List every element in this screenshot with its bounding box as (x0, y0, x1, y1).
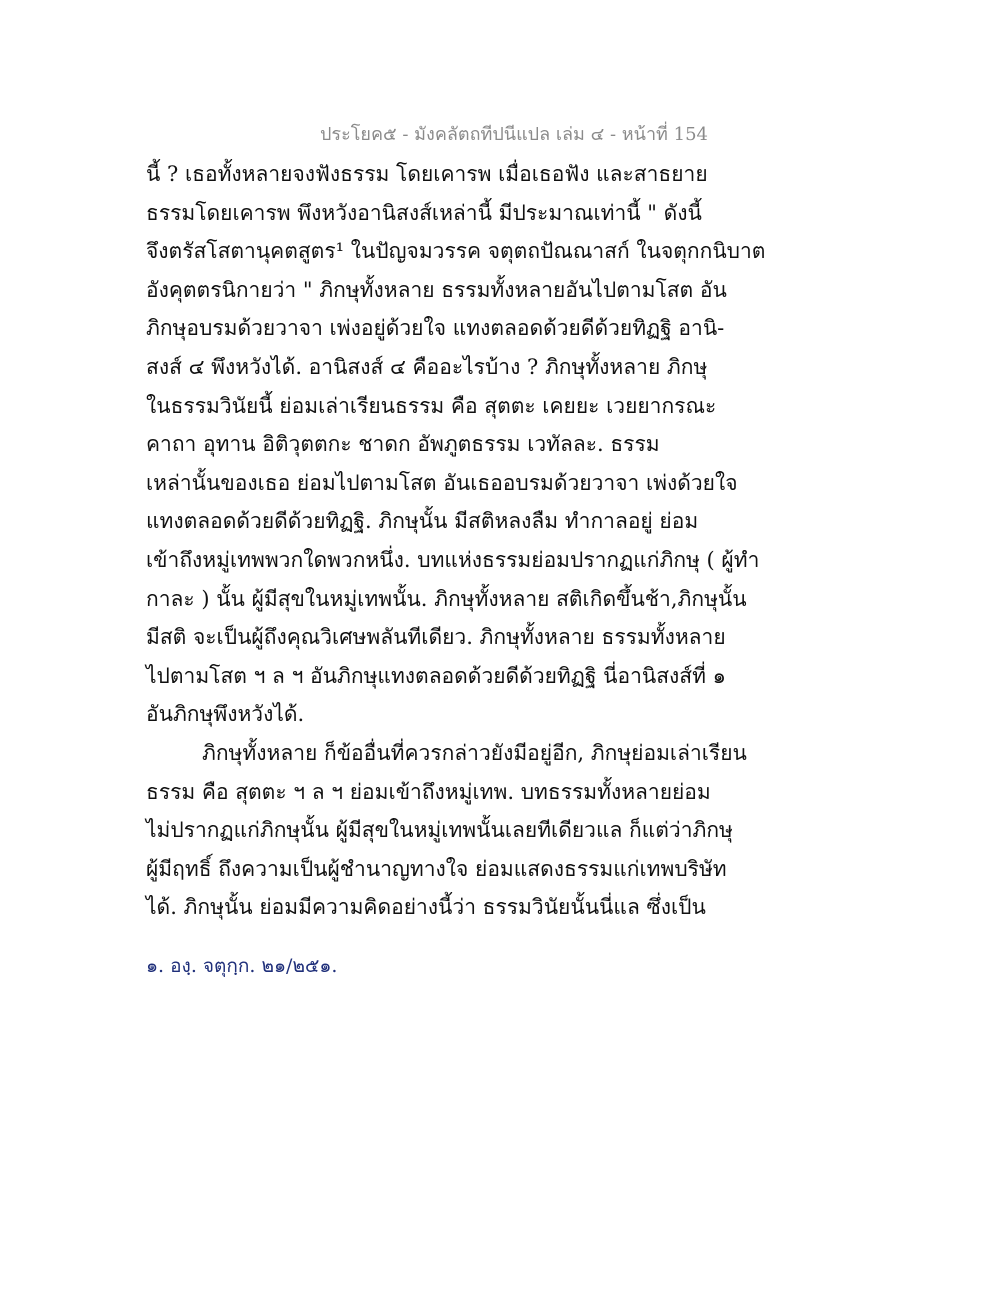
text-line: ในธรรมวินัยนี้ ย่อมเล่าเรียนธรรม คือ สุตตะ เคยยะ เวยยากรณะ (146, 393, 717, 418)
text-line: เข้าถึงหมู่เทพพวกใดพวกหนึ่ง. บทแห่งธรรมย่อมปรากฏแก่ภิกษุ ( ผู้ทำ (146, 547, 760, 572)
paragraph-2-line: ภิกษุทั้งหลาย ก็ข้ออื่นที่ควรกล่าวยังมีอยู่อีก, ภิกษุย่อมเล่าเรียน (202, 740, 747, 765)
text-line: เหล่านั้นของเธอ ย่อมไปตามโสต อันเธออบรมด้วยวาจา เพ่งด้วยใจ (146, 470, 738, 495)
body-text (146, 155, 766, 927)
text-line: กาละ ) นั้น ผู้มีสุขในหมู่เทพนั้น. ภิกษุทั้งหลาย สติเกิดขึ้นช้า,ภิกษุนั้น (146, 586, 747, 611)
text-line: อังคุตตรนิกายว่า " ภิกษุทั้งหลาย ธรรมทั้งหลายอันไปตามโสต อัน (146, 277, 727, 302)
text-line: ไปตามโสต ฯ ล ฯ อันภิกษุแทงตลอดด้วยดีด้วยทิฏฐิ นี่อานิสงส์ที่ ๑ (146, 663, 726, 688)
text-line: คาถา อุทาน อิติวุตตกะ ชาดก อัพภูตธรรม เวทัลละ. ธรรม (146, 432, 660, 457)
text-line: จึงตรัสโสตานุคตสูตร¹ ในปัญจมวรรค จตุตถปัณณาสก์ ในจตุกกนิบาต (146, 239, 766, 264)
text-line: นี้ ? เธอทั้งหลายจงฟังธรรม โดยเคารพ เมื่อเธอฟัง และสาธยาย (146, 162, 708, 186)
paragraph-2-line: ผู้มีฤทธิ์ ถึงความเป็นผู้ชำนาญทางใจ ย่อมแสดงธรรมแก่เทพบริษัท (146, 856, 727, 881)
text-line: ภิกษุอบรมด้วยวาจา เพ่งอยู่ด้วยใจ แทงตลอดด้วยดีด้วยทิฏฐิ อานิ- (146, 316, 725, 341)
text-line: มีสติ จะเป็นผู้ถึงคุณวิเศษพลันทีเดียว. ภิกษุทั้งหลาย ธรรมทั้งหลาย (146, 625, 726, 650)
paragraph-2-line: ธรรม คือ สุตตะ ฯ ล ฯ ย่อมเข้าถึงหมู่เทพ. บทธรรมทั้งหลายย่อม (146, 779, 711, 804)
text-line: สงส์ ๔ พึงหวังได้. อานิสงส์ ๔ คืออะไรบ้าง ? ภิกษุทั้งหลาย ภิกษุ (146, 354, 708, 379)
paragraph-2-line: ไม่ปรากฏแก่ภิกษุนั้น ผู้มีสุขในหมู่เทพนั้นเลยทีเดียวแล ก็แต่ว่าภิกษุ (146, 818, 733, 843)
footnote: ๑. องฺ. จตุกฺก. ๒๑/๒๕๑. (146, 955, 338, 977)
running-header: ประโยค๕ - มังคลัตถทีปนีแปล เล่ม ๔ - หน้าที่ 154 (320, 124, 708, 145)
text-line: แทงตลอดด้วยดีด้วยทิฏฐิ. ภิกษุนั้น มีสติหลงลืม ทำกาลอยู่ ย่อม (146, 509, 699, 534)
text-line: ธรรมโดยเคารพ พึงหวังอานิสงส์เหล่านี้ มีประมาณเท่านี้ " ดังนี้ (146, 200, 702, 225)
text-line: อันภิกษุพึงหวังได้. (146, 702, 305, 727)
paragraph-2-line: ได้. ภิกษุนั้น ย่อมมีความคิดอย่างนี้ว่า ธรรมวินัยนั้นนี่แล ซึ่งเป็น (146, 895, 706, 920)
